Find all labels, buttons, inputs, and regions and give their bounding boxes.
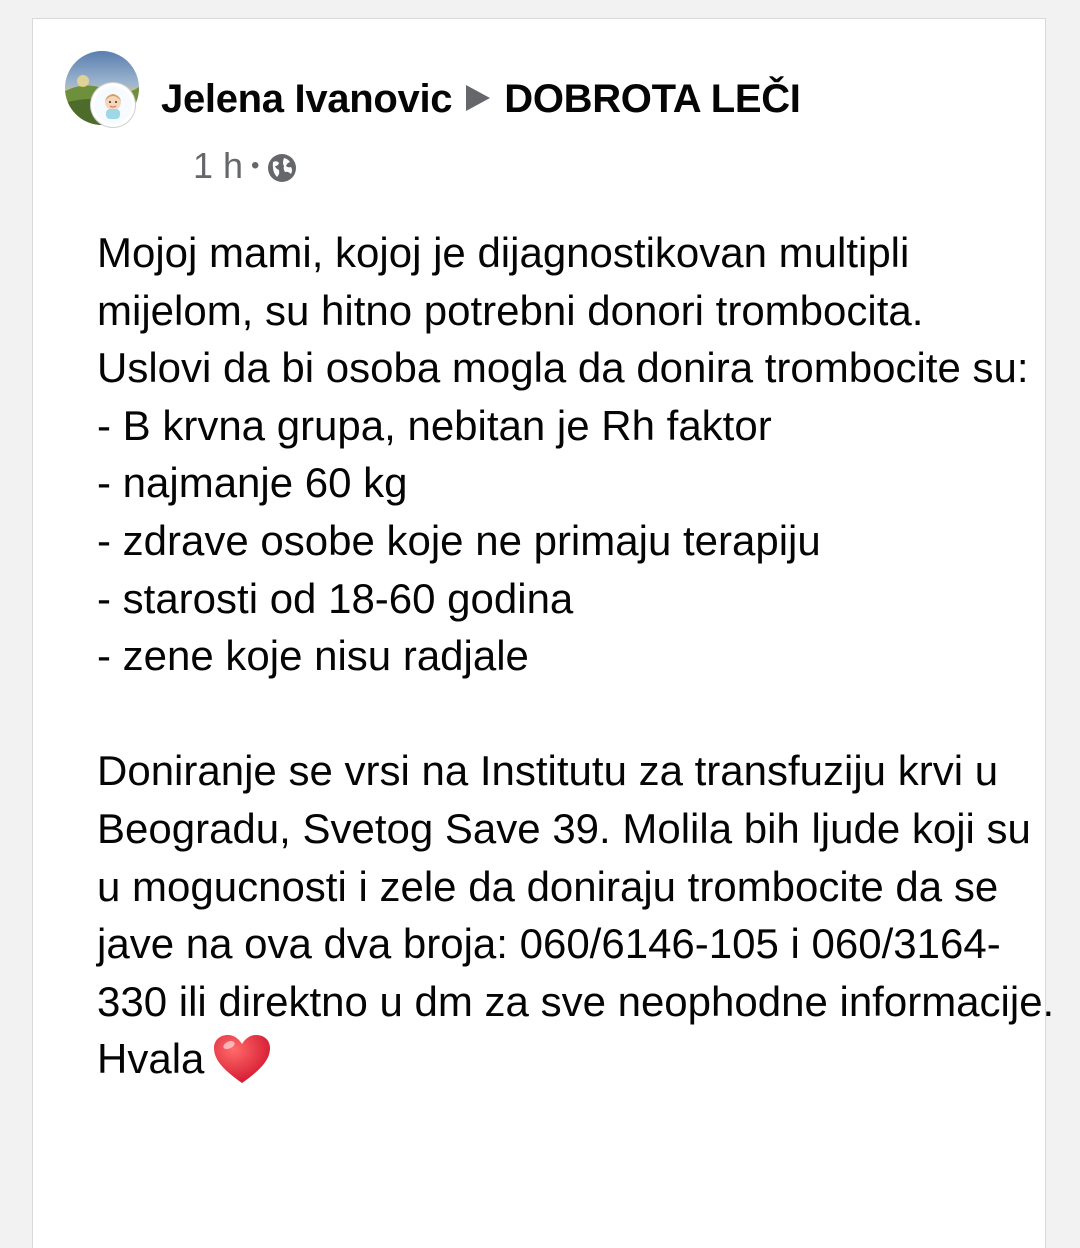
- paragraph-spacer: [97, 685, 1057, 743]
- post-paragraph-donation-info: Doniranje se vrsi na Institutu za transfuziju krvi u Beogradu, Svetog Save 39. Molila bih ljude koji su u mogucnosti i zele da doniraju trombocite da se jave na ova dva broja: 060/6146-105 i 060/3164-330 ili direktno u dm za sve neophodne informacije.: [97, 747, 1055, 1025]
- post-closing-line: [97, 1030, 1057, 1088]
- user-profile-badge[interactable]: [91, 83, 135, 127]
- post-closing-text: Hvala: [97, 1035, 205, 1083]
- globe-icon[interactable]: [267, 151, 297, 181]
- author-name[interactable]: Jelena Ivanovic: [161, 77, 453, 121]
- meta-separator: •: [251, 152, 260, 179]
- post-title-line: [161, 71, 801, 127]
- post-text: [97, 224, 1057, 1088]
- posted-in-arrow-icon: [466, 85, 490, 111]
- post-card: [32, 18, 1055, 1248]
- post-meta: [193, 146, 297, 186]
- group-name[interactable]: DOBROTA LEČI: [504, 77, 801, 121]
- heart-emoji-icon: [212, 1033, 272, 1085]
- post-header: [65, 51, 1025, 186]
- post-paragraph-conditions: Mojoj mami, kojoj je dijagnostikovan multipli mijelom, su hitno potrebni donori trombocita. Uslovi da bi osoba mogla da donira trombocite su: - B krvna grupa, nebitan je Rh faktor - najmanje 60 kg - zdrave osobe koje ne primaju terapiju - starosti od 18-60 godina - zene koje nisu radjale: [97, 229, 1029, 680]
- post-timestamp[interactable]: 1 h: [193, 145, 244, 186]
- baby-icon: [93, 85, 133, 125]
